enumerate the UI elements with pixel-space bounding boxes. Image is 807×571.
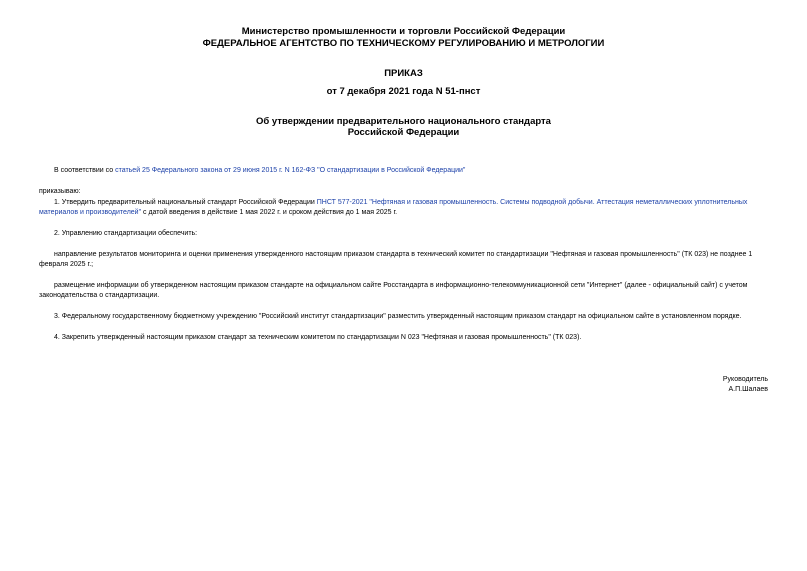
ministry-name: Министерство промышленности и торговли Российской Федерации: [241, 26, 566, 37]
preamble-prefix: В соответствии со: [54, 167, 116, 174]
standard-link-continuation[interactable]: материалов и производителей": [39, 209, 142, 216]
item2b-line2: законодательства о стандартизации.: [39, 292, 160, 299]
document-title-line2: Российской Федерации: [347, 127, 460, 138]
item2a-line1: направление результатов мониторинга и оценки применения утвержденного настоящим приказом стандарта в технический комитет по стандартизации "Нефтяная и газовая промышленность" (ТК 023) не позднее 1: [54, 251, 753, 258]
item2a-line2: февраля 2025 г.;: [39, 261, 94, 268]
federal-law-link[interactable]: статьей 25 Федерального закона от 29 июня 2015 г. N 162-ФЗ "О стандартизации в Российской Федерации": [115, 167, 466, 174]
signature-name: А.П.Шалаев: [728, 386, 768, 393]
item3: 3. Федеральному государственному бюджетному учреждению "Российский институт стандартизации" разместить утвержденный настоящим приказом стандарт на официальном сайте в установленном порядке.: [54, 313, 742, 320]
item2: 2. Управлению стандартизации обеспечить:: [54, 230, 198, 237]
order-word: приказываю:: [39, 188, 81, 195]
agency-name: ФЕДЕРАЛЬНОЕ АГЕНТСТВО ПО ТЕХНИЧЕСКОМУ РЕГУЛИРОВАНИЮ И МЕТРОЛОГИИ: [202, 38, 605, 49]
item2b-line1: размещение информации об утвержденном настоящим приказом стандарте на официальном сайте Росстандарта в информационно-телекоммуникационной сети "Интернет" (далее - официальный сайт) с учетом: [54, 282, 748, 289]
preamble: [54, 166, 465, 176]
document-title-line1: Об утверждении предварительного национального стандарта: [256, 116, 551, 127]
signature-position: Руководитель: [722, 376, 768, 383]
item1-suffix: с датой введения в действие 1 мая 2022 г. и сроком действия до 1 мая 2025 г.: [141, 209, 398, 216]
item1-line2: [39, 208, 397, 218]
item1-line1: [54, 198, 747, 208]
document-date-number: от 7 декабря 2021 года N 51-пнст: [326, 86, 481, 97]
document-type: ПРИКАЗ: [384, 68, 423, 79]
item1-prefix: 1. Утвердить предварительный национальный стандарт Российской Федерации: [54, 199, 317, 206]
item4: 4. Закрепить утвержденный настоящим приказом стандарт за техническим комитетом по стандартизации N 023 "Нефтяная и газовая промышленность" (ТК 023).: [54, 334, 582, 341]
standard-link[interactable]: ПНСТ 577-2021 "Нефтяная и газовая промышленность. Системы подводной добычи. Аттестация неметаллических уплотнительных: [316, 199, 748, 206]
